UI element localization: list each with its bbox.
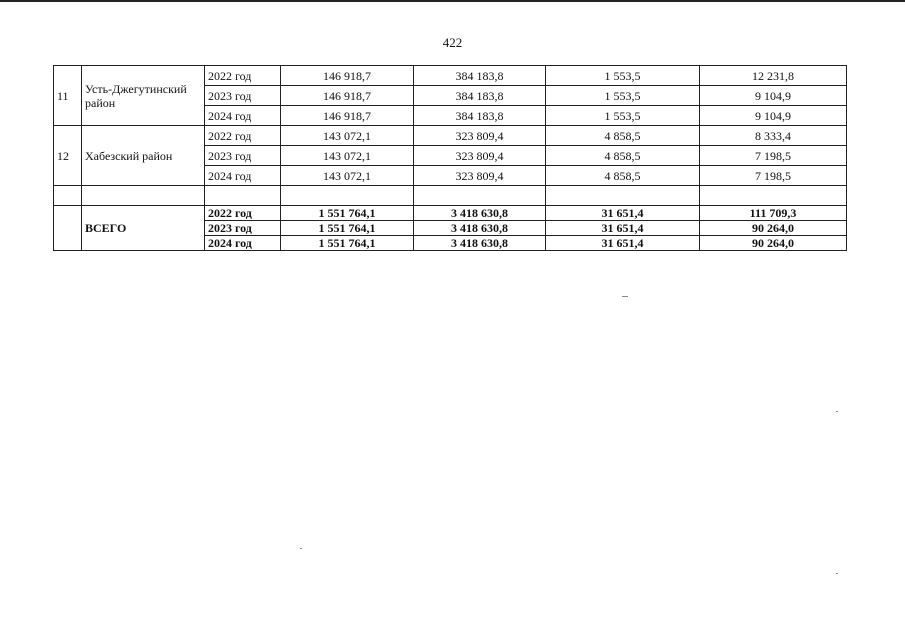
empty-cell — [281, 186, 414, 206]
empty-cell — [414, 186, 546, 206]
value-cell: 323 809,4 — [414, 146, 546, 166]
total-value-cell: 3 418 630,8 — [414, 206, 546, 221]
total-value-cell: 3 418 630,8 — [414, 221, 546, 236]
table-row — [54, 126, 847, 146]
total-index-cell — [54, 206, 82, 251]
table-row — [54, 66, 847, 86]
scan-speck — [622, 296, 628, 297]
empty-cell — [546, 186, 700, 206]
empty-cell — [205, 186, 281, 206]
page-top-border — [0, 0, 905, 2]
total-value-cell: 90 264,0 — [700, 236, 847, 251]
table-row-empty — [54, 186, 847, 206]
total-value-cell: 111 709,3 — [700, 206, 847, 221]
total-label: ВСЕГО — [82, 206, 205, 251]
value-cell: 4 858,5 — [546, 166, 700, 186]
empty-cell — [54, 186, 82, 206]
value-cell: 4 858,5 — [546, 126, 700, 146]
budget-table — [53, 65, 847, 251]
year-cell: 2024 год — [205, 166, 281, 186]
total-value-cell: 1 551 764,1 — [281, 206, 414, 221]
total-row — [54, 206, 847, 221]
value-cell: 9 104,9 — [700, 106, 847, 126]
year-cell: 2023 год — [205, 221, 281, 236]
value-cell: 9 104,9 — [700, 86, 847, 106]
total-value-cell: 31 651,4 — [546, 236, 700, 251]
value-cell: 384 183,8 — [414, 66, 546, 86]
total-value-cell: 90 264,0 — [700, 221, 847, 236]
year-cell: 2023 год — [205, 146, 281, 166]
value-cell: 1 553,5 — [546, 86, 700, 106]
district-name: Хабезский район — [82, 126, 205, 186]
value-cell: 1 553,5 — [546, 66, 700, 86]
page-number: 422 — [442, 35, 463, 50]
row-index: 11 — [54, 66, 82, 126]
year-cell: 2022 год — [205, 66, 281, 86]
year-cell: 2023 год — [205, 86, 281, 106]
value-cell: 323 809,4 — [414, 126, 546, 146]
scan-speck — [836, 573, 838, 574]
value-cell: 146 918,7 — [281, 106, 414, 126]
total-value-cell: 3 418 630,8 — [414, 236, 546, 251]
year-cell: 2022 год — [205, 206, 281, 221]
year-cell: 2024 год — [205, 106, 281, 126]
total-value-cell: 1 551 764,1 — [281, 221, 414, 236]
value-cell: 146 918,7 — [281, 86, 414, 106]
empty-cell — [82, 186, 205, 206]
value-cell: 143 072,1 — [281, 146, 414, 166]
value-cell: 384 183,8 — [414, 86, 546, 106]
scan-speck — [300, 548, 302, 549]
scan-speck — [836, 411, 838, 412]
value-cell: 12 231,8 — [700, 66, 847, 86]
value-cell: 8 333,4 — [700, 126, 847, 146]
value-cell: 143 072,1 — [281, 166, 414, 186]
value-cell: 4 858,5 — [546, 146, 700, 166]
empty-cell — [700, 186, 847, 206]
value-cell: 1 553,5 — [546, 106, 700, 126]
total-value-cell: 31 651,4 — [546, 221, 700, 236]
value-cell: 146 918,7 — [281, 66, 414, 86]
value-cell: 7 198,5 — [700, 146, 847, 166]
row-index: 12 — [54, 126, 82, 186]
total-value-cell: 1 551 764,1 — [281, 236, 414, 251]
value-cell: 323 809,4 — [414, 166, 546, 186]
district-name: Усть-Джегутинский район — [82, 66, 205, 126]
value-cell: 7 198,5 — [700, 166, 847, 186]
year-cell: 2022 год — [205, 126, 281, 146]
total-value-cell: 31 651,4 — [546, 206, 700, 221]
year-cell: 2024 год — [205, 236, 281, 251]
value-cell: 143 072,1 — [281, 126, 414, 146]
value-cell: 384 183,8 — [414, 106, 546, 126]
